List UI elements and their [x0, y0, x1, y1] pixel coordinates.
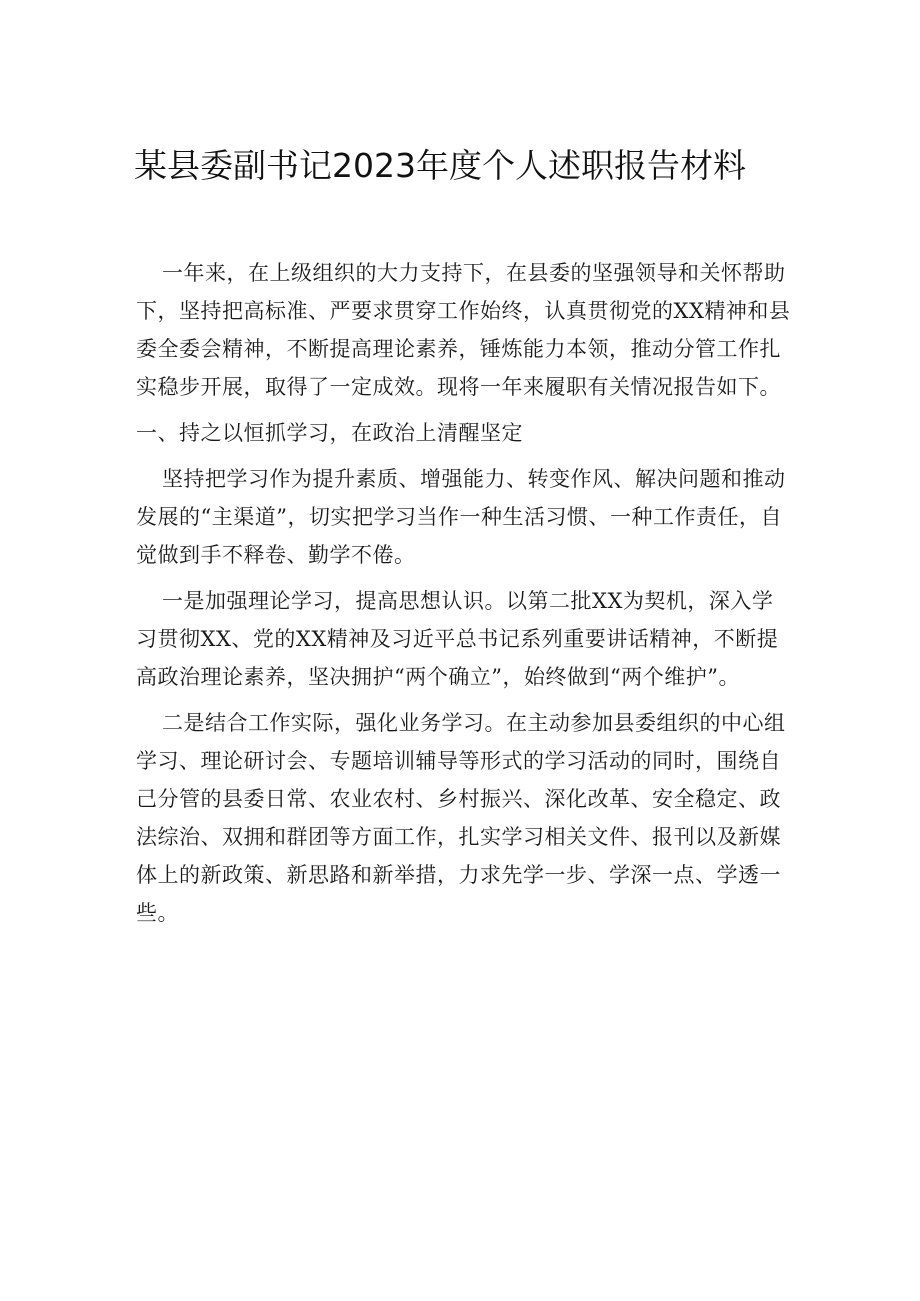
body-paragraph: 一是加强理论学习，提高思想认识。以第二批XX为契机，深入学习贯彻XX、党的XX精神及习近平总书记系列重要讲话精神，不断提高政治理论素养，坚决拥护“两个确立”，始终做到“两个维护”。	[136, 589, 779, 689]
document-body	[136, 254, 792, 940]
section-heading: 一、持之以恒抓学习，在政治上清醒坚定	[136, 421, 523, 445]
intro-paragraph: 一年来，在上级组织的大力支持下，在县委的坚强领导和关怀帮助下，坚持把高标准、严要求贯穿工作始终，认真贯彻党的XX精神和县委全委会精神，不断提高理论素养，锤炼能力本领，推动分管工作扎实稳步开展，取得了一定成效。现将一年来履职有关情况报告如下。	[136, 261, 791, 399]
document-title: 某县委副书记2023年度个人述职报告材料	[134, 146, 746, 185]
body-paragraph: 二是结合工作实际，强化业务学习。在主动参加县委组织的中心组学习、理论研讨会、专题培训辅导等形式的学习活动的同时，围绕自己分管的县委日常、农业农村、乡村振兴、深化改革、安全稳定、政法综治、双拥和群团等方面工作，扎实学习相关文件、报刊以及新媒体上的新政策、新思路和新举措，力求先学一步、学深一点、学透一些。	[136, 711, 786, 925]
body-paragraph: 坚持把学习作为提升素质、增强能力、转变作风、解决问题和推动发展的“主渠道”，切实把学习当作一种生活习惯、一种工作责任，自觉做到手不释卷、勤学不倦。	[136, 467, 786, 567]
